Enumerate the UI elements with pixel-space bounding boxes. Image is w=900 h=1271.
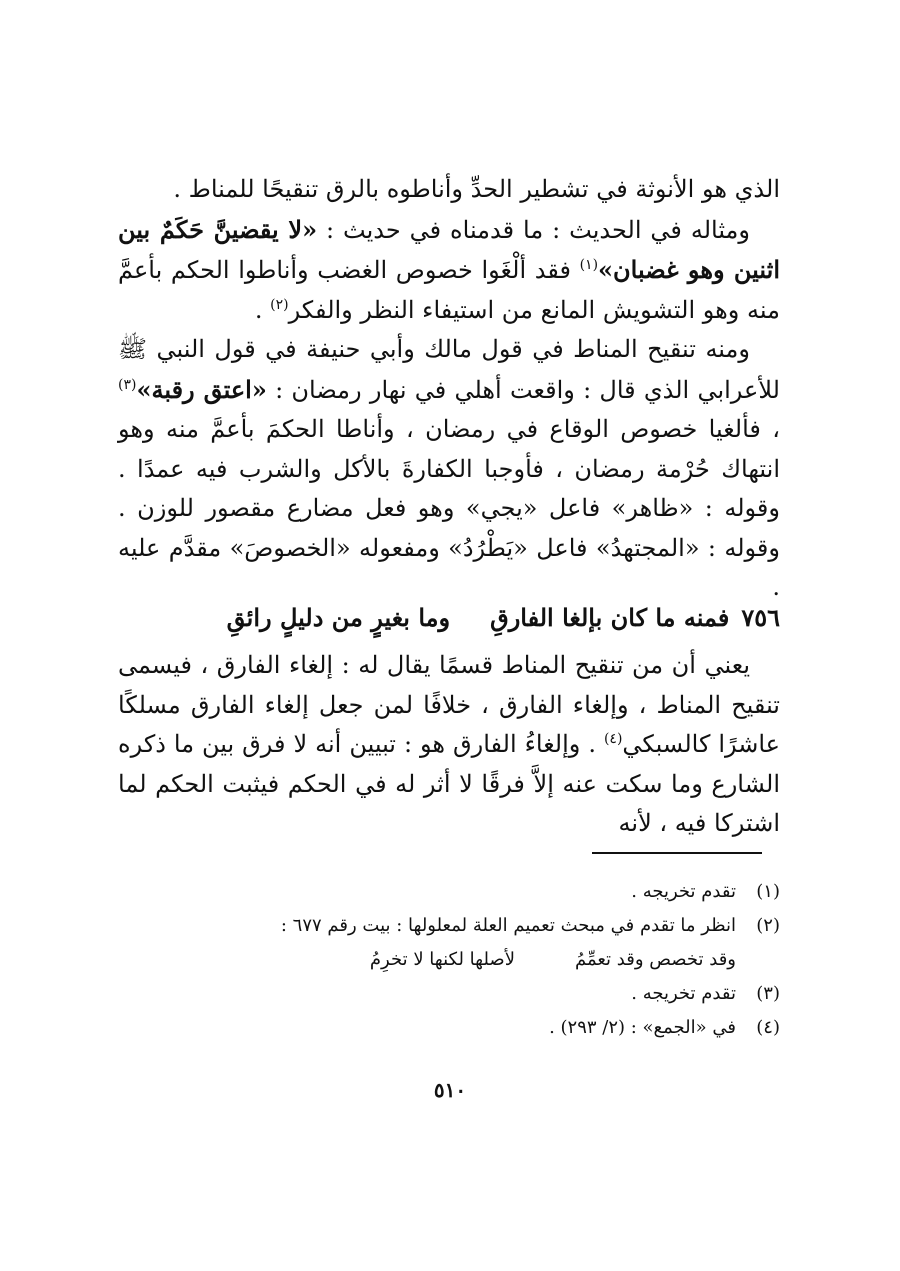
commentary-text xyxy=(118,646,780,844)
footnote-number: (٤) xyxy=(756,1017,780,1038)
footnote-ref-3[interactable]: (٣) xyxy=(118,376,137,393)
footnote-text: تقدم تخريجه . xyxy=(631,881,736,902)
paragraph-4-text: يعني أن من تنقيح المناط قسمًا يقال له : إلغاء الفارق ، فيسمى تنقيح المناط ، وإلغاء الفارق ، خلافًا لمن جعل إلغاء الفارق مسلكًا عاشرًا كالسبكي xyxy=(118,651,780,758)
paragraph-2-end: . xyxy=(254,295,271,324)
footnote-text: في «الجمع» : (٢/ ٢٩٣) . xyxy=(549,1017,736,1038)
footnote-separator xyxy=(592,852,762,854)
verse-number: ٧٥٦ xyxy=(741,603,780,632)
footnote-verse-hemistich-2: لأصلها لكنها لا تخرِمُ xyxy=(369,949,515,970)
paragraph-3-rest: ، فألغيا خصوص الوقاع في رمضان ، وأناطا الحكمَ بأعمَّ منه وهو انتهاك حُرْمة رمضان ، فأوجبا الكفارةَ بالأكل والشرب فيه عمدًا . وقوله : «ظاهر» فاعل «يجي» وهو فعل مضارع مقصور للوزن . وقوله : «المجتهدُ» فاعل «يَطْرُدُ» ومفعوله «الخصوصَ» مقدَّم عليه . xyxy=(118,415,780,601)
verse-hemistich-1: فمنه ما كان بإلغا الفارقِ xyxy=(490,603,730,632)
paragraph-3 xyxy=(118,330,780,608)
footnote-2 xyxy=(118,909,780,943)
footnote-verse xyxy=(118,943,780,977)
footnote-text: انظر ما تقدم في مبحث تعميم العلة لمعلولها : بيت رقم ٦٧٧ : xyxy=(280,915,736,936)
verse-hemistich-2: وما بغيرٍ من دليلٍ رائقِ xyxy=(226,603,451,632)
paragraph-2-rest: فقد ألْغَوا خصوص الغضب وأناطوا الحكم بأعمَّ منه وهو التشويش المانع من استيفاء النظر والفكر xyxy=(118,256,780,324)
footnote-verse-hemistich-1: وقد تخصص وقد تعمِّمُ xyxy=(574,949,736,970)
hadith-quote-1: «لا يقضينَّ حَكَمٌ بين اثنين وهو غضبان» xyxy=(118,214,781,284)
main-text xyxy=(118,170,780,608)
footnote-1 xyxy=(118,875,780,909)
footnotes xyxy=(118,875,780,1045)
footnote-3 xyxy=(118,977,780,1011)
footnote-number: (٣) xyxy=(756,983,780,1004)
footnote-4 xyxy=(118,1011,780,1045)
footnote-ref-2[interactable]: (٢) xyxy=(270,296,289,313)
verse-line xyxy=(118,598,780,638)
paragraph-4 xyxy=(118,646,780,844)
paragraph-1-text: الذي هو الأنوثة في تشطير الحدِّ وأناطوه بالرق تنقيحًا للمناط . xyxy=(173,175,780,203)
footnote-number: (١) xyxy=(756,881,780,902)
paragraph-2 xyxy=(118,210,780,331)
paragraph-1 xyxy=(118,170,780,210)
paragraph-3-intro: ومنه تنقيح المناط في قول مالك وأبي حنيفة في قول النبي ﷺ للأعرابي الذي قال : واقعت أهلي في نهار رمضان : xyxy=(118,335,780,404)
footnote-ref-1[interactable]: (١) xyxy=(579,257,599,273)
footnote-number: (٢) xyxy=(756,915,780,936)
paragraph-4-rest: . وإلغاءُ الفارق هو : تبيين أنه لا فرق بين ما ذكره الشارع وما سكت عنه إلاَّ فرقًا لا أثر له في الحكم فيثبت الحكم لما اشتركا فيه ، لأنه xyxy=(118,730,780,837)
footnote-text: تقدم تخريجه . xyxy=(631,983,736,1004)
footnote-ref-4[interactable]: (٤) xyxy=(603,731,623,747)
hadith-quote-2: «اعتق رقبة» xyxy=(136,374,267,404)
paragraph-2-intro: ومثاله في الحديث : ما قدمناه في حديث : xyxy=(317,215,751,244)
page-number: ٥١٠ xyxy=(433,1078,467,1102)
